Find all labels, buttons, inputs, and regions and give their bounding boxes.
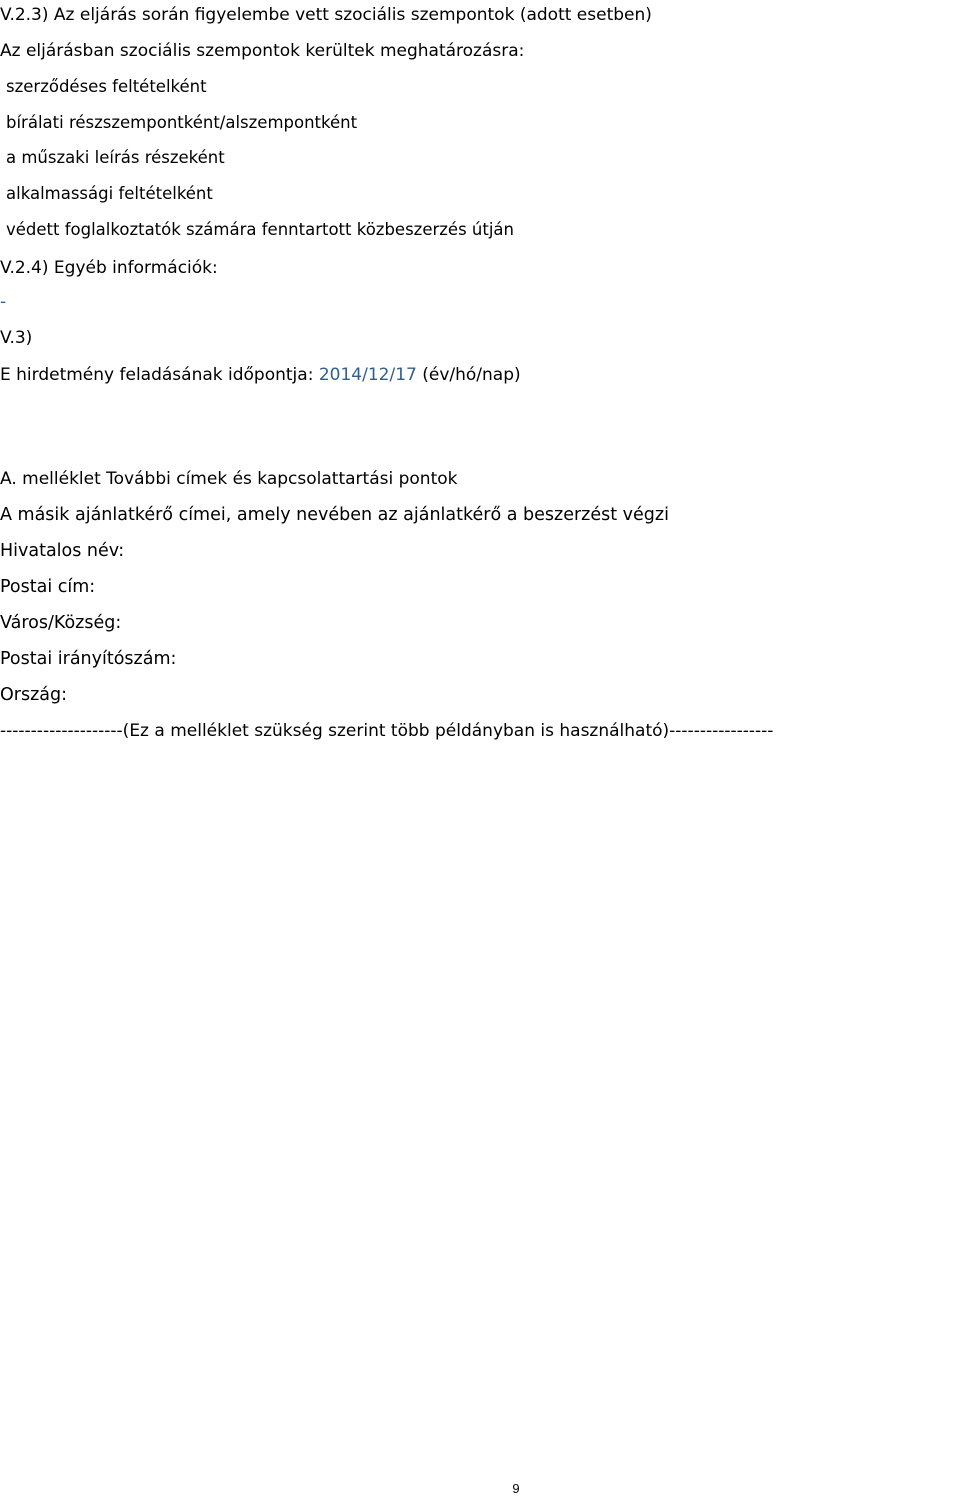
publication-date-value: 2014/12/17 [318, 365, 417, 385]
annex-a-subheading: A másik ajánlatkérő címei, amely nevében az ajánlatkérő a beszerzést végzi [0, 505, 669, 525]
option-item: bírálati részszempontként/alszempontként [6, 113, 358, 132]
section-v24-value: - [0, 292, 7, 312]
page-number: 9 [512, 1481, 520, 1496]
annex-field-postal-address: Postai cím: [0, 577, 96, 597]
annex-field-postal-code: Postai irányítószám: [0, 649, 177, 669]
option-item: alkalmassági feltételként [6, 184, 213, 203]
section-v23-heading: V.2.3) Az eljárás során figyelembe vett szociális szempontok (adott esetben) [0, 5, 652, 25]
annex-field-city: Város/Község: [0, 613, 122, 633]
annex-field-country: Ország: [0, 685, 68, 705]
annex-footer-note: --------------------(Ez a melléklet szükség szerint több példányban is használható)----------------- [0, 721, 774, 741]
section-v3-heading: V.3) [0, 328, 33, 348]
section-v23-intro: Az eljárásban szociális szempontok kerültek meghatározásra: [0, 41, 525, 61]
option-item: szerződéses feltételként [6, 77, 207, 96]
section-v24-heading: V.2.4) Egyéb információk: [0, 258, 218, 278]
publication-date-label: E hirdetmény feladásának időpontja: [0, 365, 314, 385]
annex-a-heading: A. melléklet További címek és kapcsolattartási pontok [0, 469, 458, 489]
annex-field-official-name: Hivatalos név: [0, 541, 125, 561]
option-item: védett foglalkoztatók számára fenntartott közbeszerzés útján [6, 220, 515, 239]
publication-date-format: (év/hó/nap) [422, 365, 521, 385]
option-item: a műszaki leírás részeként [6, 148, 225, 167]
publication-date-row [0, 364, 521, 386]
